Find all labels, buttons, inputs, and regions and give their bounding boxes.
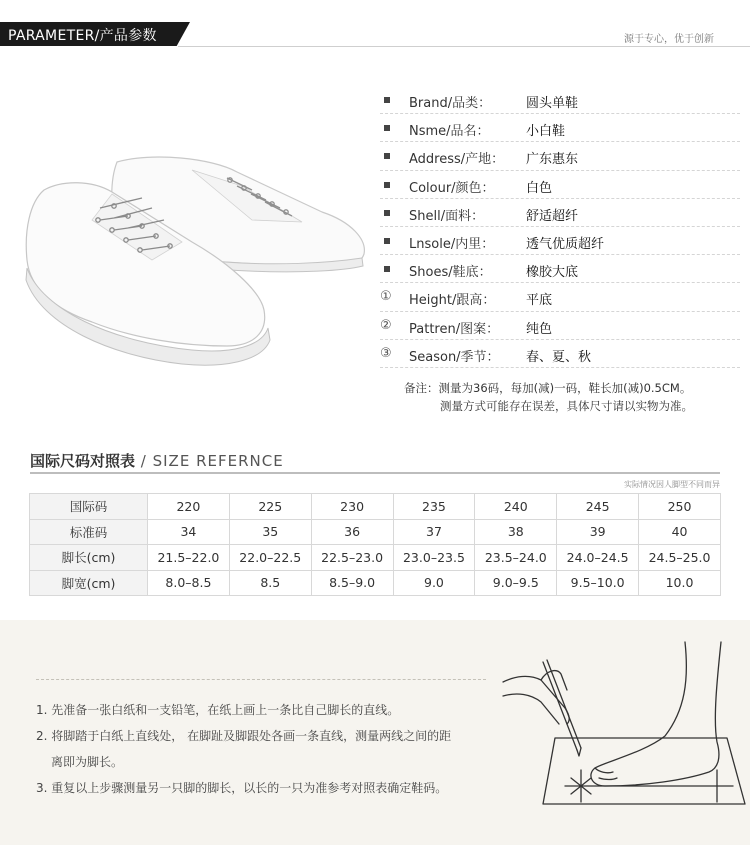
param-row-pattern xyxy=(380,312,740,340)
param-label: Pattren/图案： xyxy=(409,321,500,337)
product-shoe-image xyxy=(22,150,372,390)
header-slogan: 源于专心，优于创新 xyxy=(624,34,714,45)
size-title-divider xyxy=(30,472,720,474)
table-cell: 9.0 xyxy=(393,570,475,596)
foot-measure-illustration xyxy=(495,640,750,840)
row-header: 标准码 xyxy=(30,519,148,545)
row-header: 国际码 xyxy=(30,494,148,520)
step-2-line-1: 2. 将脚踏于白纸上直线处， 在脚趾及脚跟处各画一条直线，测量两线之间的距 xyxy=(36,729,452,743)
table-cell: 22.5–23.0 xyxy=(311,545,393,571)
table-cell: 22.0–22.5 xyxy=(229,545,311,571)
param-row-name xyxy=(380,114,740,142)
table-row xyxy=(30,494,721,520)
table-cell: 9.5–10.0 xyxy=(557,570,639,596)
square-bullet-icon xyxy=(384,97,390,103)
square-bullet-icon xyxy=(384,210,390,216)
dashed-divider xyxy=(36,679,486,680)
circled-number-icon: ① xyxy=(380,289,392,305)
table-cell: 34 xyxy=(148,519,230,545)
param-row-season xyxy=(380,340,740,368)
table-cell: 40 xyxy=(639,519,721,545)
table-row xyxy=(30,570,721,596)
param-value: 白色 xyxy=(526,180,553,196)
param-row-colour xyxy=(380,171,740,199)
header-title: PARAMETER/产品参数 xyxy=(8,28,157,44)
square-bullet-icon xyxy=(384,153,390,159)
param-value: 广东惠东 xyxy=(526,152,579,168)
param-value: 小白鞋 xyxy=(526,124,566,140)
param-label: Address/产地： xyxy=(409,152,505,168)
table-cell: 23.5–24.0 xyxy=(475,545,557,571)
square-bullet-icon xyxy=(384,238,390,244)
step-3: 3. 重复以上步骤测量另一只脚的脚长，以长的一只为准参考对照表确定鞋码。 xyxy=(36,781,448,795)
table-cell: 36 xyxy=(311,519,393,545)
param-value: 纯色 xyxy=(526,321,553,337)
param-value: 橡胶大底 xyxy=(526,265,579,281)
param-value: 舒适超纤 xyxy=(526,208,579,224)
table-cell: 8.5–9.0 xyxy=(311,570,393,596)
table-cell: 220 xyxy=(148,494,230,520)
param-label: Brand/品类： xyxy=(409,96,492,111)
param-row-sole xyxy=(380,255,740,283)
param-label: Shoes/鞋底： xyxy=(409,265,492,281)
step-1: 1. 先准备一张白纸和一支铅笔，在纸上画上一条比自己脚长的直线。 xyxy=(36,703,400,717)
section-header xyxy=(0,0,750,62)
table-cell: 245 xyxy=(557,494,639,520)
param-label: Shell/面料： xyxy=(409,208,485,224)
measurement-note xyxy=(404,379,693,415)
table-row xyxy=(30,545,721,571)
table-cell: 10.0 xyxy=(639,570,721,596)
header-divider xyxy=(178,46,750,47)
step-2-line-2: 离即为脚长。 xyxy=(51,755,124,769)
table-cell: 24.5–25.0 xyxy=(639,545,721,571)
row-header: 脚长(cm) xyxy=(30,545,148,571)
note-line-2: 测量方式可能存在误差，具体尺寸请以实物为准。 xyxy=(440,399,693,413)
table-row xyxy=(30,519,721,545)
param-value: 春、夏、秋 xyxy=(526,349,592,365)
param-value: 圆头单鞋 xyxy=(526,96,579,111)
size-disclaimer: 实际情况因人脚型不同而异 xyxy=(624,480,720,489)
table-cell: 21.5–22.0 xyxy=(148,545,230,571)
param-row-height xyxy=(380,283,740,311)
param-label: Colour/颜色： xyxy=(409,180,495,196)
circled-number-icon: ② xyxy=(380,317,392,333)
measure-steps xyxy=(36,697,496,801)
table-cell: 235 xyxy=(393,494,475,520)
measure-instructions-section xyxy=(0,620,750,845)
note-line-1: 备注：测量为36码，每加(减)一码，鞋长加(减)0.5CM。 xyxy=(404,381,692,395)
size-reference-title xyxy=(30,450,284,471)
size-title-en: / SIZE REFERNCE xyxy=(135,452,284,470)
param-row-brand xyxy=(380,86,740,114)
circled-number-icon: ③ xyxy=(380,345,392,361)
param-row-address xyxy=(380,142,740,170)
param-label: Season/季节： xyxy=(409,349,500,365)
param-row-insole xyxy=(380,227,740,255)
table-cell: 9.0–9.5 xyxy=(475,570,557,596)
param-value: 透气优质超纤 xyxy=(526,236,605,252)
table-cell: 23.0–23.5 xyxy=(393,545,475,571)
table-cell: 230 xyxy=(311,494,393,520)
table-cell: 240 xyxy=(475,494,557,520)
square-bullet-icon xyxy=(384,182,390,188)
table-cell: 8.0–8.5 xyxy=(148,570,230,596)
table-cell: 250 xyxy=(639,494,721,520)
param-label: Nsme/品名： xyxy=(409,124,490,140)
size-title-cn: 国际尺码对照表 xyxy=(30,452,136,470)
parameter-list xyxy=(380,86,740,368)
table-cell: 24.0–24.5 xyxy=(557,545,639,571)
param-row-shell xyxy=(380,199,740,227)
table-cell: 38 xyxy=(475,519,557,545)
table-cell: 39 xyxy=(557,519,639,545)
table-cell: 225 xyxy=(229,494,311,520)
table-cell: 37 xyxy=(393,519,475,545)
param-label: Lnsole/内里： xyxy=(409,236,495,252)
table-cell: 8.5 xyxy=(229,570,311,596)
size-chart-table xyxy=(29,493,721,596)
square-bullet-icon xyxy=(384,125,390,131)
param-value: 平底 xyxy=(526,293,553,309)
square-bullet-icon xyxy=(384,266,390,272)
table-cell: 35 xyxy=(229,519,311,545)
param-label: Height/跟高： xyxy=(409,293,496,309)
row-header: 脚宽(cm) xyxy=(30,570,148,596)
step-2 xyxy=(36,723,496,775)
